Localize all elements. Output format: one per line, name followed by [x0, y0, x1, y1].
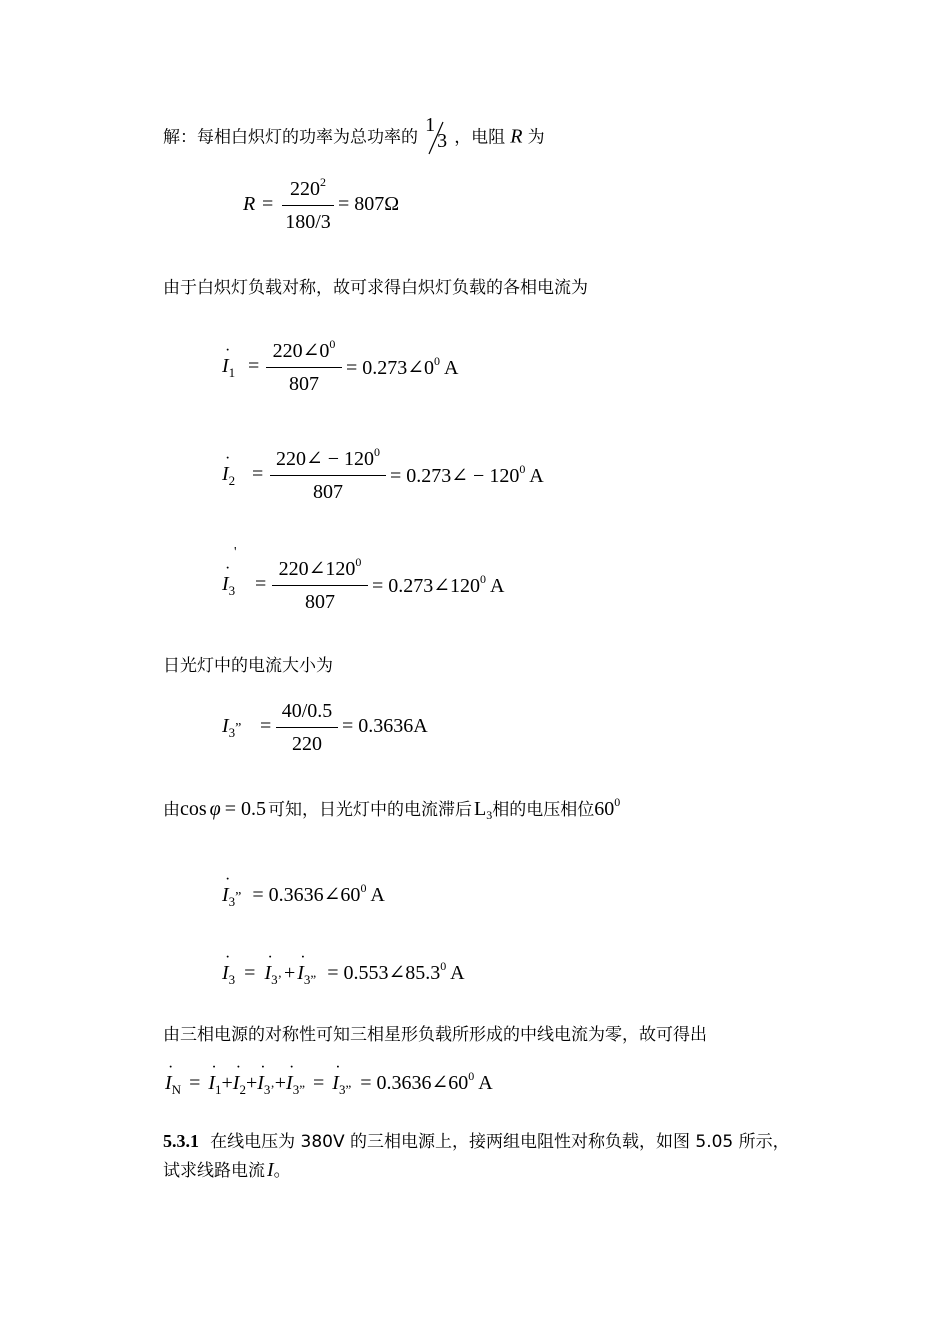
slash-fraction: 1 3	[423, 120, 449, 156]
equation-IN: · $I_N$ = · $I_1+\cdot I_2+\cdot I_{3’}+\cdot I_{3”}$ = · $I_{3”}$ = $0.3636\angle 60^0$ A	[165, 1070, 493, 1095]
fraction-I3-double-prime: 40/0.5 220	[276, 698, 338, 757]
text-line-1: 由于白炽灯负载对称，故可求得白炽灯负载的各相电流为	[163, 278, 588, 298]
problem-statement: 5.3.1 在线电压为 380V 的三相电源上，接两组电阻性对称负载，如图 5.05 所示，	[163, 1131, 790, 1152]
equation-I3-double-prime-phasor: · $I_3$” = $0.3636\angle 60^0$ A	[222, 882, 385, 907]
fraction-I1: $220\angle 0^0$ 807	[266, 338, 342, 397]
text-line-3: 由cos φ = 0.5 可知，日光灯中的电流滞后 $L_3$相的电压相位$60^0$	[163, 795, 621, 822]
intro-label: 解：每相白炽灯的功率为总功率的	[163, 127, 418, 148]
problem-statement-line-2: 试求线路电流 I。	[163, 1159, 291, 1181]
equation-I3-sum: · $I_3$ = · $I_{3’} +\cdot I_{3”}$ = $0.553\angle 85.3^0$ A	[222, 960, 465, 985]
text-line-4: 由三相电源的对称性可知三相星形负载所形成的中线电流为零，故可得出	[163, 1025, 707, 1045]
text-line-2: 日光灯中的电流大小为	[163, 656, 333, 676]
intro-line: 解：每相白炽灯的功率为总功率的 1 3 ，电阻 R 为	[163, 120, 545, 150]
fraction-R: $220^2$ 180/3	[282, 176, 334, 235]
fraction-I2: 220∠ − $120^0$ 807	[270, 446, 386, 505]
fraction-I3-prime: $220\angle 120^0$ 807	[272, 556, 368, 615]
problem-number: 5.3.1	[163, 1131, 199, 1151]
